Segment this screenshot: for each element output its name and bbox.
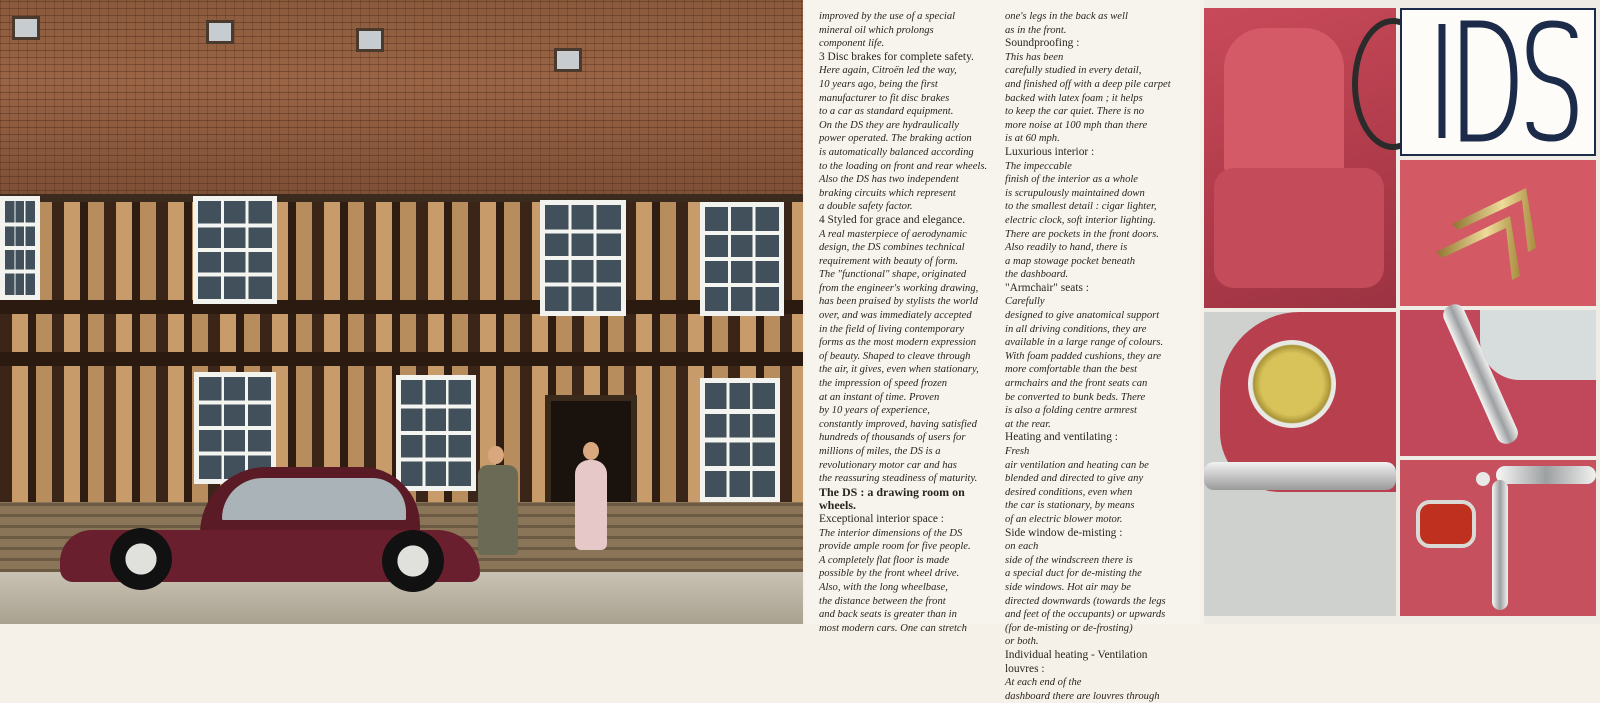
body-line: This has been — [1005, 51, 1064, 63]
double-chevron-icon — [1400, 160, 1596, 306]
body-line: a map stowage pocket beneath — [1005, 255, 1136, 267]
chevron-emblem-tile — [1400, 160, 1596, 306]
individual-heating-heading: Individual heating - Ventilation — [1005, 648, 1148, 661]
body-line: on each — [1005, 541, 1039, 553]
car-rear-wheel — [382, 530, 444, 592]
intro-line: mineral oil which prolongs — [819, 24, 934, 36]
body-line: armchairs and the front seats can — [1005, 378, 1148, 390]
lower-floor-beam — [0, 352, 803, 366]
heating-heading: Heating and ventilating : — [1005, 431, 1118, 444]
car-windows — [222, 478, 406, 520]
body-line: revolutionary motor car and has — [819, 459, 957, 471]
body-line: constantly improved, having satisfied — [819, 418, 977, 430]
detail-collage — [1204, 0, 1600, 624]
body-line: carefully studied in every detail, — [1005, 65, 1142, 77]
body-line: (for de-misting or de-frosting) — [1005, 622, 1133, 634]
body-line: The "functional" shape, originated — [819, 269, 967, 281]
body-line: most modern cars. One can stretch — [819, 622, 967, 634]
text-column-left — [819, 10, 999, 635]
chrome-strip — [1496, 466, 1596, 484]
body-line: directed downwards (towards the legs — [1005, 595, 1166, 607]
window — [396, 375, 476, 491]
body-line: manufacturer to fit disc brakes — [819, 92, 950, 104]
individual-heating-heading-cont: louvres : — [1005, 662, 1045, 675]
disc-brakes-heading: 3 Disc brakes for complete safety. — [819, 50, 974, 63]
intro-line: improved by the use of a special — [819, 11, 956, 22]
body-line: On the DS they are hydraulically — [819, 119, 959, 131]
body-line: the car is stationary, by means — [1005, 500, 1135, 512]
front-bumper — [1204, 462, 1396, 490]
body-line: 10 years ago, being the first — [819, 78, 938, 90]
roof-eave — [0, 194, 803, 202]
body-line: Also readily to hand, there is — [1005, 242, 1128, 254]
headlamp — [1248, 340, 1336, 428]
body-line: to keep the car quiet. There is no — [1005, 106, 1145, 118]
soundproofing-heading: Soundproofing : — [1005, 37, 1080, 50]
demisting-heading: Side window de-misting : — [1005, 526, 1123, 539]
ds-logo-tile — [1400, 8, 1596, 156]
armchair-paragraph — [1005, 282, 1185, 296]
body-line: blended and directed to give any — [1005, 473, 1144, 485]
styling-heading: 4 Styled for grace and elegance. — [819, 213, 966, 226]
window-glass — [1480, 310, 1596, 380]
tail-light — [1416, 500, 1476, 548]
heating-paragraph — [1005, 431, 1185, 445]
body-line: At each end of the — [1005, 677, 1082, 689]
window — [700, 378, 780, 502]
body-line: The interior dimensions of the DS — [819, 527, 963, 539]
roof-skylight — [206, 20, 234, 44]
body-line: of an electric blower motor. — [1005, 513, 1123, 525]
body-line: braking circuits which represent — [819, 187, 956, 199]
headlamp-photo — [1204, 312, 1396, 616]
body-line: is also a folding centre armrest — [1005, 405, 1137, 417]
roof-skylight — [356, 28, 384, 52]
demisting-paragraph — [1005, 527, 1185, 541]
body-line: dashboard there are louvres through — [1005, 690, 1160, 702]
body-line: over, and was immediately accepted — [819, 310, 972, 322]
body-line: hundreds of thousands of users for — [819, 432, 966, 444]
body-line: Also, with the long wheelbase, — [819, 581, 948, 593]
body-line: by 10 years of experience, — [819, 405, 930, 417]
body-line: a special duct for de-misting the — [1005, 568, 1142, 580]
body-line: in all driving conditions, they are — [1005, 323, 1147, 335]
armchair-heading: "Armchair" seats : — [1005, 281, 1089, 294]
body-line: With foam padded cushions, they are — [1005, 350, 1162, 362]
seat-backrest — [1224, 28, 1344, 178]
section-title: The DS : a drawing room on wheels. — [819, 484, 965, 513]
body-line: be converted to bunk beds. There — [1005, 391, 1146, 403]
body-line: is at 60 mph. — [1005, 133, 1060, 145]
body-line: of beauty. Shaped to cleave through — [819, 350, 971, 362]
body-line: designed to give anatomical support — [1005, 310, 1160, 322]
body-line: Carefully — [1005, 296, 1045, 308]
body-line: to the loading on front and rear wheels. — [819, 160, 988, 172]
body-line: and feet of the occupants) or upwards — [1005, 609, 1166, 621]
body-line: Also the DS has two independent — [819, 174, 959, 186]
body-line: finish of the interior as a whole — [1005, 174, 1139, 186]
body-line: side of the windscreen there is — [1005, 554, 1133, 566]
body-line: to the smallest detail : cigar lighter, — [1005, 201, 1157, 213]
body-line: the dashboard. — [1005, 269, 1069, 281]
body-line: or both. — [1005, 636, 1039, 648]
body-line: has been praised by stylists the world — [819, 296, 978, 308]
body-line: possible by the front wheel drive. — [819, 568, 960, 580]
ds-logo — [1402, 10, 1594, 154]
body-line: desired conditions, even when — [1005, 486, 1133, 498]
body-line: power operated. The braking action — [819, 133, 972, 145]
tail-light-photo — [1400, 460, 1596, 616]
body-line: and back seats is greater than in — [819, 609, 957, 621]
body-line: design, the DS combines technical — [819, 242, 965, 254]
window — [0, 196, 40, 300]
tiled-roof — [0, 0, 803, 198]
body-line: and finished off with a deep pile carpet — [1005, 78, 1171, 90]
body-line: at the rear. — [1005, 418, 1051, 430]
body-line: the reassuring steadiness of maturity. — [819, 473, 978, 485]
body-line: the air, it gives, even when stationary, — [819, 364, 979, 376]
man-head — [488, 446, 504, 464]
man-figure — [478, 465, 518, 555]
interior-space-heading: Exceptional interior space : — [819, 512, 944, 525]
upper-floor-beam — [0, 300, 803, 314]
body-line: air ventilation and heating can be — [1005, 459, 1149, 471]
body-line: Here again, Citroën led the way, — [819, 65, 957, 77]
body-line: provide ample room for five people. — [819, 541, 971, 553]
body-line: Fresh — [1005, 446, 1030, 457]
body-line: requirement with beauty of form. — [819, 255, 958, 267]
body-line: from the engineer's working drawing, — [819, 282, 979, 294]
body-line: millions of miles, the DS is a — [819, 446, 941, 457]
body-line: in the field of living contemporary — [819, 323, 965, 335]
body-line: backed with latex foam ; it helps — [1005, 92, 1143, 104]
car-front-wheel — [110, 528, 172, 590]
body-line: more noise at 100 mph than there — [1005, 119, 1148, 131]
body-line: available in a large range of colours. — [1005, 337, 1164, 349]
brochure-text — [805, 0, 1200, 702]
roof-skylight — [12, 16, 40, 40]
luxurious-heading: Luxurious interior : — [1005, 145, 1095, 158]
window — [193, 196, 277, 304]
body-line: a double safety factor. — [819, 201, 913, 213]
intro-line: one's legs in the back as well — [1005, 11, 1128, 22]
house-photo — [0, 0, 803, 624]
seat-cushion — [1214, 168, 1384, 288]
body-line: at an instant of time. Proven — [819, 391, 940, 403]
chrome-bumper — [1492, 480, 1508, 610]
body-line: side windows. Hot air may be — [1005, 581, 1131, 593]
soundproofing-paragraph — [1005, 37, 1185, 51]
woman-figure — [575, 460, 607, 550]
body-line: The impeccable — [1005, 160, 1072, 172]
window — [700, 202, 784, 316]
intro-line: component life. — [819, 38, 885, 50]
body-line: is automatically balanced according — [819, 146, 974, 158]
body-trim-photo — [1400, 310, 1596, 456]
woman-head — [583, 442, 599, 460]
body-line: is scrupulously maintained down — [1005, 187, 1145, 199]
body-line: A completely flat floor is made — [819, 554, 950, 566]
roof-skylight — [554, 48, 582, 72]
logo-text: DS — [1498, 150, 1500, 151]
body-line: forms as the most modern expression — [819, 337, 977, 349]
text-column-right — [1005, 10, 1185, 703]
intro-line: as in the front. — [1005, 24, 1067, 36]
body-line: the impression of speed frozen — [819, 378, 948, 390]
window — [540, 200, 626, 316]
luxurious-paragraph — [1005, 146, 1185, 160]
seat-photo — [1204, 8, 1396, 308]
body-line: A real masterpiece of aerodynamic — [819, 228, 967, 240]
body-line: There are pockets in the front doors. — [1005, 228, 1159, 240]
body-line: to a car as standard equipment. — [819, 106, 954, 118]
body-line: electric clock, soft interior lighting. — [1005, 214, 1156, 226]
lock-button — [1476, 472, 1490, 486]
body-line: more comfortable than the best — [1005, 364, 1138, 376]
body-line: the distance between the front — [819, 595, 946, 607]
